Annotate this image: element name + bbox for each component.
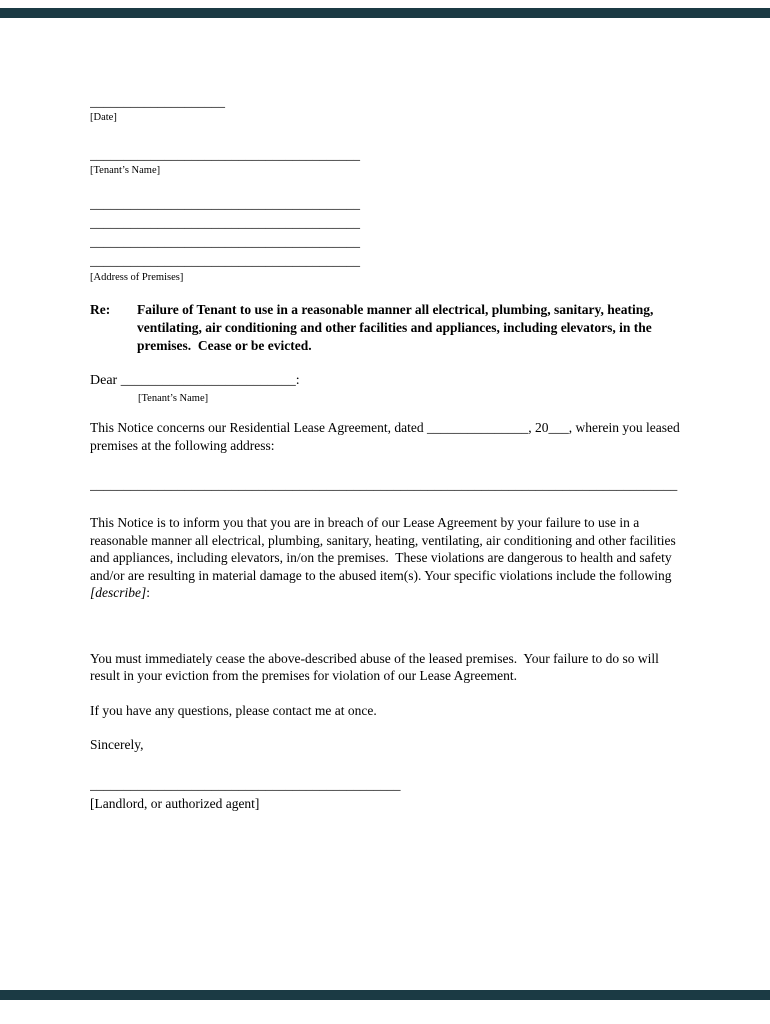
salutation: Dear _________________________:	[90, 373, 300, 388]
subject-line	[90, 301, 688, 355]
date-blank-line: ____________________	[90, 94, 225, 109]
premises-address-rule: _______________________________________________________________________________________	[90, 477, 678, 492]
premises-address-blank-line: ________________________________________	[90, 234, 360, 249]
premises-address-blank-line: ________________________________________	[90, 196, 360, 211]
bottom-decoration-bar	[0, 990, 770, 1000]
premises-address-blank-line: ________________________________________	[90, 253, 360, 268]
signature-blank-line: ______________________________________________	[90, 776, 401, 792]
address-of-premises-label: [Address of Premises]	[90, 272, 184, 283]
contact-paragraph: If you have any questions, please contact me at once.	[90, 702, 377, 718]
describe-placeholder: [describe]	[90, 585, 147, 600]
re-label: Re:	[90, 302, 111, 317]
salutation-sublabel: [Tenant’s Name]	[138, 393, 209, 404]
breach-paragraph-text: This Notice is to inform you that you are in breach of our Lease Agreement by your failure to use in a reasonable manner all electrical, plumbing, sanitary, heating, ventilating, air conditioning and other facilities and appliances, including elevators, in/on the premises. These violations are dangerous to health and safety and/or are resulting in material damage to the abused item(s). Your specific violations include the following	[90, 515, 680, 583]
premises-address-blank-line: ________________________________________	[90, 215, 360, 230]
signature-label: [Landlord, or authorized agent]	[90, 795, 260, 811]
tenant-name-blank-line: ________________________________________	[90, 147, 360, 162]
breach-paragraph	[90, 514, 688, 602]
breach-paragraph-colon: :	[146, 585, 151, 600]
date-label: [Date]	[90, 112, 117, 123]
subject-text: Failure of Tenant to use in a reasonable manner all electrical, plumbing, sanitary, heating, ventilating, air conditioning and other facilities and appliances, including elevators, in the premises. Cease or be evicted.	[137, 302, 657, 353]
premises-address-blank-lines	[90, 194, 688, 270]
lease-intro-paragraph: This Notice concerns our Residential Lease Agreement, dated _______________, 20___, wherein you leased premises at the following address:	[90, 420, 684, 453]
tenant-name-label: [Tenant’s Name]	[90, 165, 161, 176]
closing: Sincerely,	[90, 737, 144, 752]
cease-warning-paragraph: You must immediately cease the above-described abuse of the leased premises. Your failure to do so will result in your eviction from the premises for violation of our Lease Agreement.	[90, 650, 663, 683]
